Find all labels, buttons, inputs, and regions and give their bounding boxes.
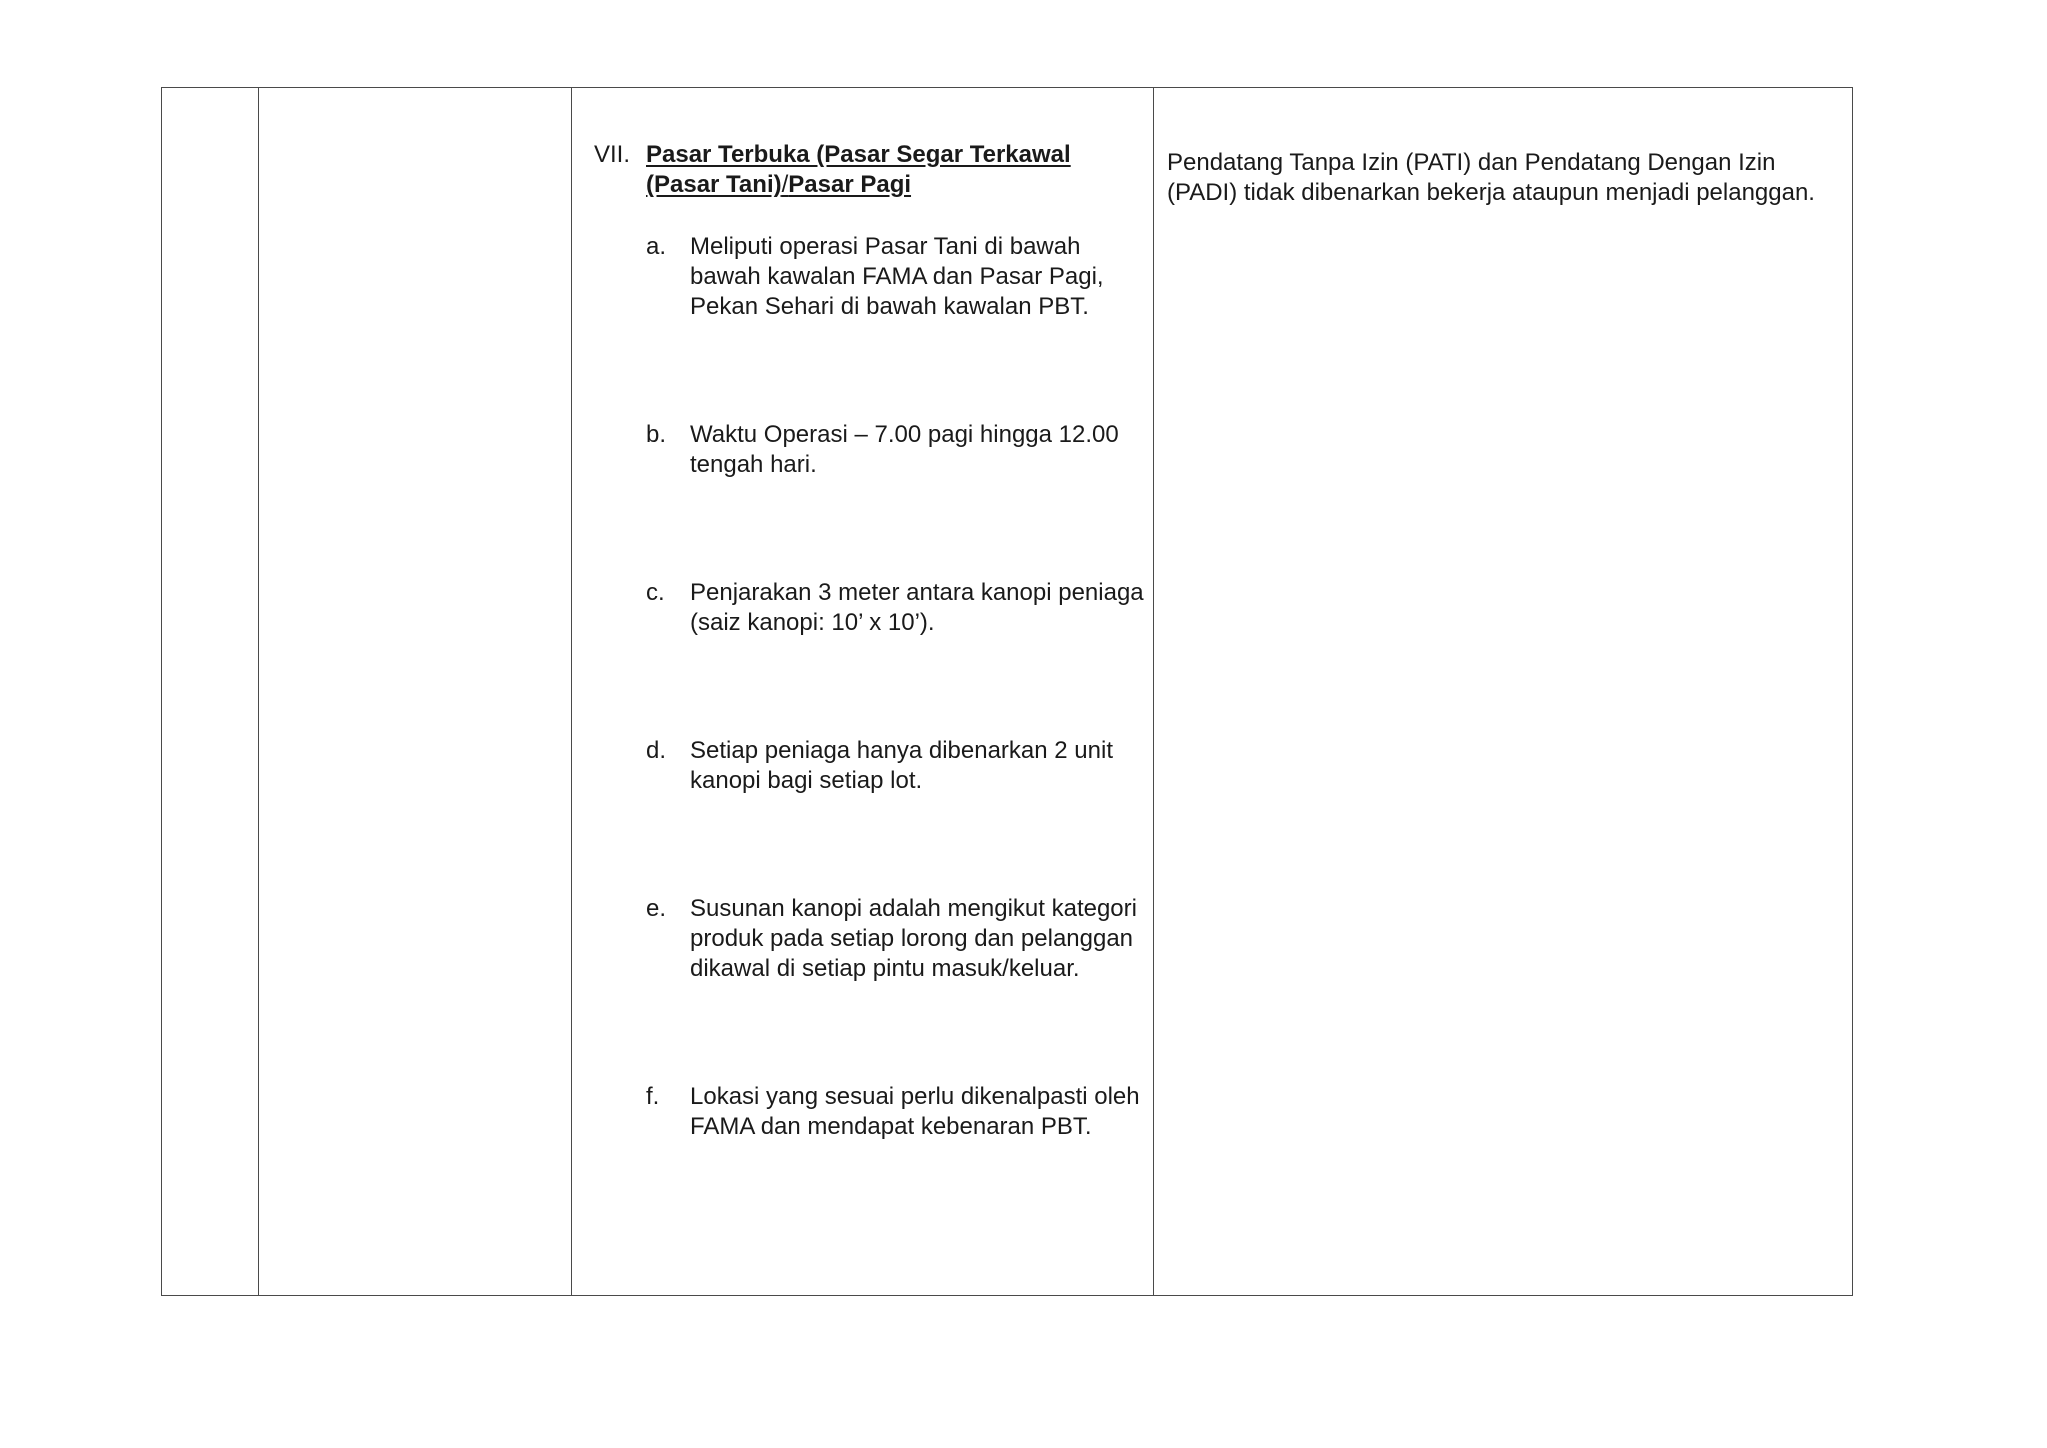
item-text: Meliputi operasi Pasar Tani di bawah bawah kawalan FAMA dan Pasar Pagi, Pekan Sehari di bawah kawalan PBT. (690, 233, 1104, 320)
item-letter: e. (646, 895, 667, 922)
item-text: Susunan kanopi adalah mengikut kategori produk pada setiap lorong dan pelanggan dikawal di setiap pintu masuk/keluar. (690, 895, 1137, 982)
item-letter: b. (646, 421, 667, 448)
item-text: Lokasi yang sesuai perlu dikenalpasti oleh FAMA dan mendapat kebenaran PBT. (690, 1083, 1140, 1140)
item-text: Setiap peniaga hanya dibenarkan 2 unit kanopi bagi setiap lot. (690, 737, 1113, 794)
procedure-cell (572, 88, 1154, 1296)
remarks-text: Pendatang Tanpa Izin (PATI) dan Pendatang Dengan Izin (PADI) tidak dibenarkan bekerja ataupun menjadi pelanggan. (1167, 149, 1815, 206)
sop-table (161, 87, 1853, 1296)
section-heading-row (594, 140, 1153, 200)
item-letter: c. (646, 579, 665, 606)
empty-sector-cell (259, 88, 572, 1296)
section-heading (646, 140, 1126, 200)
section-heading-slash: / (781, 171, 789, 198)
section-heading-tail: Pasar Pagi (788, 171, 912, 198)
list-item (646, 894, 1153, 984)
procedure-list (594, 232, 1153, 1142)
item-text: Penjarakan 3 meter antara kanopi peniaga (saiz kanopi: 10’ x 10’). (690, 579, 1144, 636)
list-item (646, 232, 1153, 322)
section-heading-bold: Pasar Terbuka (Pasar Segar Terkawal (Pasar Tani) (646, 141, 1071, 198)
list-item (646, 578, 1153, 638)
list-item (646, 1082, 1153, 1142)
item-letter: d. (646, 737, 667, 764)
item-letter: f. (646, 1083, 660, 1110)
section-numeral: VII. (594, 141, 631, 168)
item-letter: a. (646, 233, 667, 260)
list-item (646, 420, 1153, 480)
empty-number-cell (162, 88, 259, 1296)
remarks-cell (1154, 88, 1853, 1296)
table-row (162, 88, 1853, 1296)
list-item (646, 736, 1153, 796)
item-text: Waktu Operasi – 7.00 pagi hingga 12.00 tengah hari. (690, 421, 1119, 478)
section-vii (572, 88, 1153, 1142)
